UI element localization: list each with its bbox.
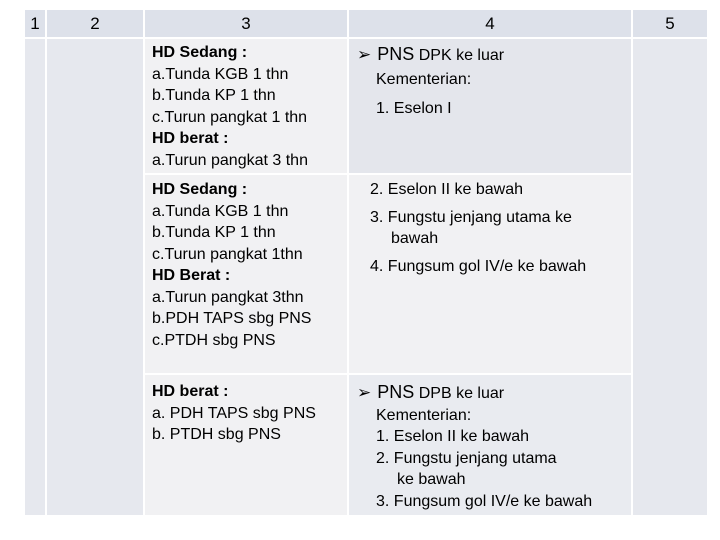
- header-col-4: [349, 10, 631, 37]
- arrow-bullet-icon: ➢: [357, 383, 372, 402]
- header-col-5: [633, 10, 707, 37]
- bullet-rest: DPK ke luar: [418, 47, 505, 64]
- header-label: 2: [90, 13, 100, 33]
- row-2-line: a.Tunda KGB 1 thn: [152, 202, 289, 220]
- row-1-line: HD Sedang :: [152, 44, 248, 61]
- header-col-3: [145, 10, 347, 37]
- header-label: 1: [30, 13, 40, 33]
- bullet-keyword: PNS: [377, 44, 415, 64]
- col-2-body: [47, 39, 143, 515]
- row-2-officials: [370, 179, 586, 277]
- row-1-col-4: [349, 39, 631, 173]
- row-2-penalties: [152, 179, 311, 351]
- col-5-body: [633, 39, 707, 515]
- row-1-line: 1. Eselon I: [376, 100, 452, 117]
- row-3-col-4: [349, 375, 631, 515]
- arrow-bullet-icon: ➢: [357, 45, 372, 64]
- row-2-line: a.Turun pangkat 3thn: [152, 288, 304, 306]
- row-2-line: b.PDH TAPS sbg PNS: [152, 310, 312, 327]
- row-3-line: a. PDH TAPS sbg PNS: [152, 404, 316, 422]
- row-3-line: b. PTDH sbg PNS: [152, 426, 281, 443]
- row-2-line: 3. Fungstu jenjang utama ke: [370, 208, 572, 226]
- row-1-line: b.Tunda KP 1 thn: [152, 87, 276, 104]
- row-3-line: HD berat :: [152, 383, 229, 400]
- row-2-col-4: [349, 175, 631, 373]
- bullet-rest: DPB ke luar: [418, 385, 505, 402]
- row-3-line: 3. Fungsum gol IV/e ke bawah: [376, 492, 593, 510]
- row-3-line: 1. Eselon II ke bawah: [376, 428, 529, 445]
- row-1-officials: [357, 44, 504, 120]
- row-1-penalties: [152, 42, 308, 171]
- bullet-keyword: PNS: [377, 382, 415, 402]
- header-label: 5: [665, 13, 675, 33]
- row-2-line: 4. Fungsum gol IV/e ke bawah: [370, 257, 587, 275]
- header-col-1: [25, 10, 45, 37]
- header-col-2: [47, 10, 143, 37]
- header-label: 3: [241, 13, 251, 33]
- row-3-penalties: [152, 381, 316, 446]
- row-2-line: c.PTDH sbg PNS: [152, 331, 276, 349]
- header-label: 4: [485, 13, 495, 33]
- row-2-col-3: [145, 175, 347, 373]
- row-3-line: 2. Fungstu jenjang utama: [376, 449, 557, 467]
- row-3-col-3: [145, 375, 347, 515]
- row-2-line: bawah: [391, 230, 439, 247]
- row-1-line: HD berat :: [152, 130, 229, 147]
- row-2-line: HD Sedang :: [152, 181, 248, 198]
- row-2-line: HD Berat :: [152, 267, 231, 284]
- row-1-line: a.Turun pangkat 3 thn: [152, 151, 308, 169]
- row-1-line: c.Turun pangkat 1 thn: [152, 108, 308, 126]
- row-2-line: c.Turun pangkat 1thn: [152, 245, 303, 263]
- row-2-line: 2. Eselon II ke bawah: [370, 181, 523, 198]
- row-1-line: Kementerian:: [376, 70, 472, 88]
- row-2-line: b.Tunda KP 1 thn: [152, 224, 276, 241]
- row-3-line: ke bawah: [397, 471, 466, 488]
- row-1-col-3: [145, 39, 347, 173]
- col-1-body: [25, 39, 45, 515]
- row-1-line: a.Tunda KGB 1 thn: [152, 65, 289, 83]
- row-3-line: Kementerian:: [376, 406, 472, 424]
- row-3-officials: [357, 382, 592, 512]
